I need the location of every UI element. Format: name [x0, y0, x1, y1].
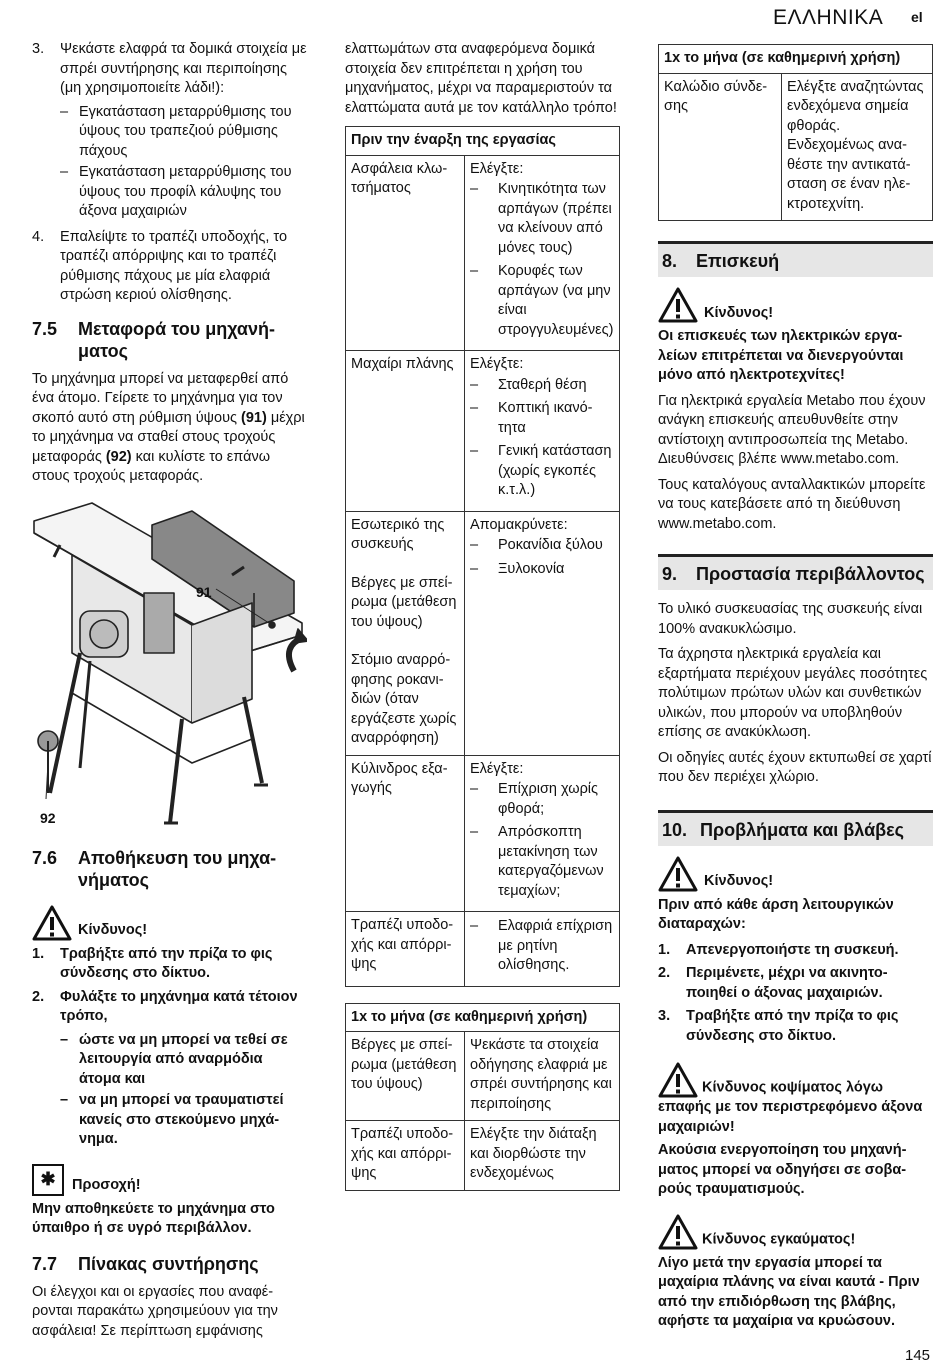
environment-paragraph-2: Τα άχρηστα ηλεκτρικά εργαλεία και εξαρτήματα περιέχουν μεγάλες ποσότητες πολύτιμων πρώτων υλών και συνθετικών υλικών, που μπορούν να υποβληθούν επίσης σε ανακύκλωση.: [658, 646, 928, 740]
maintenance-intro: Οι έλεγχοι και οι εργασίες που αναφέρονται παρακάτω χρησιμεύουν για την ασφάλεια! Σε περίπτωση εμφάνισης: [32, 1283, 278, 1339]
warning-triangle-icon: [658, 856, 698, 892]
repair-paragraph-2: Τους καταλόγους ανταλλακτικών μπορείτε να τους κατεβάσετε από τη διεύθυνση www.metabo.com.: [658, 476, 926, 532]
column-1: [32, 40, 307, 1347]
maintenance-table-before-work: [345, 126, 620, 987]
list-item: 4. Επαλείψτε το τραπέζι υποδοχής, το τραπέζι απόρριψης και το τραπέζι ρύθμισης πάχους με μία ελαφριά στρώση κεριού ολίσθησης.: [32, 228, 288, 303]
dash-item: – ώστε να μη μπορεί να τεθεί σε λειτουργία από αναρμόδια άτομα και: [60, 1031, 288, 1087]
table-row: Κύλινδρος εξαγωγής Ελέγξτε: – Επίχριση χωρίς φθορά; – Απρόσκοπτη μετακίνηση των κατεργαζόμενων τεμαχίων;: [346, 755, 620, 912]
list-item: 3. Ψεκάστε ελαφρά τα δομικά στοιχεία με σπρέι συντήρησης και περιποίησης (μη χρησιμοποιείτε λάδι!):: [32, 41, 307, 96]
warning-triangle-icon: [658, 1214, 698, 1250]
repair-warning-text: Οι επισκευές των ηλεκτρικών εργαλείων επιτρέπεται να διενεργούνται μόνο από ηλεκτροτεχνίτες!: [658, 328, 904, 383]
table-row: Τραπέζι υποδοχής και απόρριψης – Ελαφριά επίχριση με ρητίνη ολίσθησης.: [346, 912, 620, 987]
troubleshooting-intro: Πριν από κάθε άρση λειτουργικών διαταραχών:: [658, 896, 894, 932]
table-row: Καλώδιο σύνδεσης Ελέγξτε αναζητώντας ενδεχόμενα σημεία φθοράς. Ενδεχομένως αναθέστε την αντικατάσταση σε έναν ηλεκτροτεχνίτη.: [659, 73, 933, 221]
transport-paragraph: Το μηχάνημα μπορεί να μεταφερθεί από ένα άτομο. Γείρετε το μηχάνημα για τον σκοπό αυτό στη ρύθμιση ύψους (91) μέχρι το μηχάνημα να σταθεί στους τροχούς μεταφοράς (92) και κυλίστε το επάνω στους τροχούς μεταφοράς.: [32, 370, 305, 484]
table-row: Βέργες με σπείρωμα (μετάθεση του ύψους) Ψεκάστε τα στοιχεία οδήγησης ελαφριά με σπρέι συντήρησης και περιποίησης: [346, 1032, 620, 1121]
maintenance-table-monthly: [345, 1003, 620, 1191]
warning-triangle-icon: [32, 905, 72, 941]
table-row: Εσωτερικό της συσκευής Βέργες με σπείρωμα (μετάθεση του ύψους) Στόμιο αναρρόφησης ροκανιδιών (όταν εργάζεστε χωρίς αναρρόφηση) Απομακρύνετε: – Ροκανίδια ξύλου – Ξυλοκονία: [346, 511, 620, 755]
repair-paragraph-1: Για ηλεκτρικά εργαλεία Metabo που έχουν ανάγκη επισκευής απευθυνθείτε στην αντίστοιχη αντιπροσωπεία της Metabo. Διευθύνσεις βλέπε www.metabo.com.: [658, 392, 926, 467]
caution-note-icon: ✱: [32, 1164, 64, 1196]
dash-item: – Εγκατάσταση μεταρρύθμισης του ύψους του προφίλ κάλυψης του άξονα μαχαιριών: [60, 164, 292, 219]
column-3: [658, 44, 933, 1338]
section-heading-8: 8. Επισκευή: [658, 241, 933, 277]
caution-text: Μην αποθηκεύετε το μηχάνημα στο ύπαιθρο ή σε υγρό περιβάλλον.: [32, 1200, 275, 1236]
planer-illustration: [32, 493, 307, 833]
maintenance-intro-continued: ελαττωμάτων στα αναφερόμενα δομικά στοιχεία δεν επιτρέπεται η χρήση του μηχανήματος, μέχρι να παραμεριστούν τα ελαττώματα αυτά με τον κατάλληλο τρόπο!: [345, 41, 617, 116]
section-heading-7-7: 7.7 Πίνακας συντήρησης: [32, 1253, 259, 1274]
table-row: Μαχαίρι πλάνης Ελέγξτε: – Σταθερή θέση – Κοπτική ικανότητα – Γενική κατάσταση (χωρίς εγκοπές κ.τ.λ.): [346, 351, 620, 512]
label-91: 91: [196, 583, 212, 600]
cut-hazard-text: Ακούσια ενεργοποίηση του μηχανήματος μπορεί να οδηγήσει σε σοβαρούς τραυματισμούς.: [658, 1142, 907, 1197]
danger-warning: Κίνδυνος!: [658, 856, 933, 892]
list-item: 3. Τραβήξτε από την πρίζα το φις σύνδεσης στο δίκτυο.: [658, 1008, 899, 1044]
label-92: 92: [40, 809, 56, 826]
language-header: ΕΛΛΗΝΙΚΑ: [773, 6, 884, 29]
warning-triangle-icon: [658, 287, 698, 323]
list-item: 1. Απενεργοποιήστε τη συσκευή.: [658, 941, 899, 958]
burn-hazard-warning: Κίνδυνος εγκαύματος!: [658, 1214, 933, 1250]
table-row: Τραπέζι υποδοχής και απόρριψης Ελέγξτε την διάταξη και διορθώστε την ενδεχομένως: [346, 1121, 620, 1191]
caution-note: ✱ Προσοχή!: [32, 1164, 307, 1196]
section-heading-10: 10. Προβλήματα και βλάβες: [658, 810, 933, 846]
page-number: 145: [905, 1347, 931, 1364]
maintenance-table-monthly-cable: [658, 44, 933, 221]
table-header: Πριν την έναρξη της εργασίας: [346, 127, 620, 156]
cut-hazard-warning: Κίνδυνος κοψίματος λόγω επαφής με τον περιστρεφόμενο άξονα μαχαιριών!: [658, 1062, 933, 1137]
section-heading-7-5: 7.5 Μεταφορά του μηχανήματος: [32, 318, 276, 361]
dash-item: – να μη μπορεί να τραυματιστεί κανείς στο στεκούμενο μηχάνημα.: [60, 1092, 284, 1147]
environment-paragraph-1: Το υλικό συσκευασίας της συσκευής είναι 100% ανακυκλώσιμο.: [658, 601, 923, 637]
danger-warning: Κίνδυνος!: [658, 287, 933, 323]
environment-paragraph-3: Οι οδηγίες αυτές έχουν εκτυπωθεί σε χαρτί που δεν περιέχει χλώριο.: [658, 749, 932, 785]
section-heading-9: 9. Προστασία περιβάλλοντος: [658, 554, 933, 590]
list-item: 2. Φυλάξτε το μηχάνημα κατά τέτοιον τρόπο,: [32, 988, 298, 1024]
machine-figure: [32, 493, 307, 833]
dash-item: – Εγκατάσταση μεταρρύθμισης του ύψους του τραπεζιού ρύθμισης πάχους: [60, 103, 292, 159]
list-item: 2. Περιμένετε, μέχρι να ακινητοποιηθεί ο άξονας μαχαιριών.: [658, 965, 888, 1001]
section-heading-7-6: 7.6 Αποθήκευση του μηχανήματος: [32, 847, 277, 890]
table-header: 1x το μήνα (σε καθημερινή χρήση): [659, 45, 933, 74]
list-item: 1. Τραβήξτε από την πρίζα το φις σύνδεσης στο δίκτυο.: [32, 945, 273, 981]
language-code: el: [911, 9, 923, 25]
column-2: [345, 40, 620, 1203]
burn-hazard-text: Λίγο μετά την εργασία μπορεί τα μαχαίρια πλάνης να είναι καυτά - Πριν από την επιδιόρθωση της βλάβης, αφήστε τα μαχαίρια να κρυώσουν.: [658, 1254, 920, 1329]
danger-warning: Κίνδυνος!: [32, 905, 307, 941]
table-row: Ασφάλεια κλωτσήματος Ελέγξτε: – Κινητικότητα των αρπάγων (πρέπει να κλείνουν από μόνες τους) – Κορυφές των αρπάγων (να μην είναι στρογγυλευμένες): [346, 155, 620, 351]
warning-triangle-icon: [658, 1062, 698, 1098]
table-header: 1x το μήνα (σε καθημερινή χρήση): [346, 1003, 620, 1032]
